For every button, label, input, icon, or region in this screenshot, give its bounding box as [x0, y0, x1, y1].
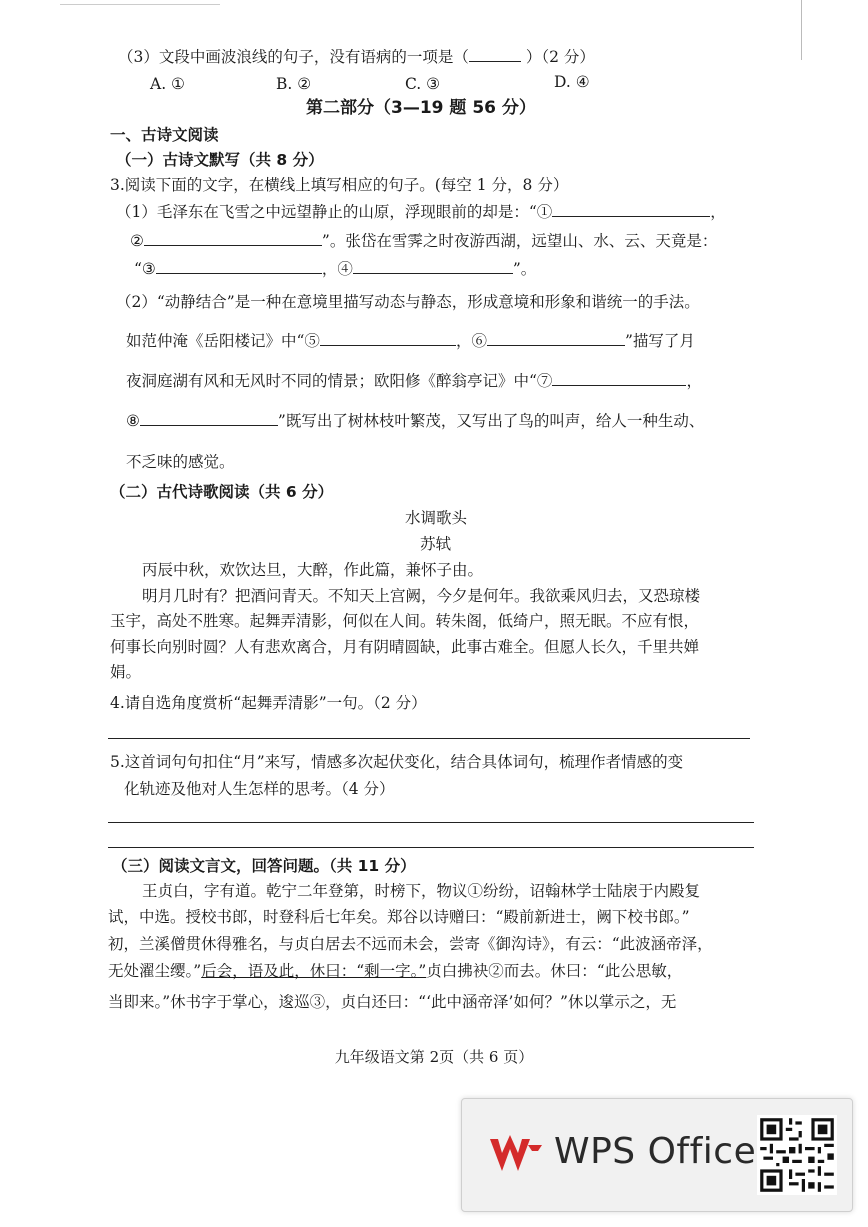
q5-line-2: 化轨迹及他对人生怎样的思考。（4 分）	[124, 780, 395, 798]
q3-sub-question: （3）文段中画波浪线的句子，没有语病的一项是（ ）（2 分）	[118, 48, 595, 66]
q3-1-line-1: （1）毛泽东在飞雪之中远望静止的山原，浮现眼前的却是：“① ，	[116, 203, 726, 221]
prose-line: 初，兰溪僧贯休得雅名，与贞白居去不远而未会，尝寄《御沟诗》，有云：“此波涵帝泽，	[108, 935, 713, 953]
section-1-sub-2: （二）古代诗歌阅读（共 6 分）	[110, 483, 334, 501]
poem-line: 娟。	[110, 663, 142, 681]
underlined-sentence: 后会，语及此，休曰：“剩一字。”	[201, 962, 427, 980]
q3-2-line-3: 夜洞庭湖有风和无风时不同的情景；欧阳修《醉翁亭记》中“⑦ ，	[126, 372, 702, 390]
scan-edge	[801, 0, 802, 60]
q3-option-a: A. ①	[150, 75, 185, 93]
poem-line: 明月几时有？把酒问青天。不知天上宫阙，今夕是何年。我欲乘风归去，又恐琼楼	[142, 587, 701, 605]
q3-option-b: B. ②	[276, 75, 312, 93]
wps-office-text: WPS Office	[554, 1131, 757, 1172]
answer-line-q4[interactable]	[108, 738, 750, 739]
q3-option-c: C. ③	[405, 75, 441, 93]
poem-author: 苏轼	[420, 535, 452, 553]
section-1-sub-1: （一）古诗文默写（共 8 分）	[116, 151, 324, 169]
prose-line: 当即来。”休书字于掌心，逡巡③，贞白还曰：“‘此中涵帝泽’如何？”休以掌示之，无	[108, 993, 677, 1011]
q3-stem: 3.阅读下面的文字，在横线上填写相应的句子。(每空 1 分，8 分）	[110, 176, 569, 194]
poem-line: 玉宇，高处不胜寒。起舞弄清影，何似在人间。转朱阁，低绮户，照无眠。不应有恨，	[110, 612, 700, 630]
section-1-sub-3: （三）阅读文言文，回答问题。（共 11 分）	[112, 857, 416, 875]
part2-title: 第二部分（3—19 题 56 分）	[306, 98, 536, 118]
q3-2-line-1: （2）“动静结合”是一种在意境里描写动态与静态，形成意境和形象和谐统一的手法。	[116, 293, 700, 311]
poem-preface: 丙辰中秋，欢饮达旦，大醉，作此篇，兼怀子由。	[142, 561, 484, 579]
q4: 4.请自选角度赏析“起舞弄清影”一句。（2 分）	[110, 694, 427, 712]
section-1-title: 一、古诗文阅读	[110, 126, 219, 144]
q5-line-1: 5.这首词句句扣住“月”来写，情感多次起伏变化，结合具体词句，梳理作者情感的变	[110, 753, 684, 771]
q3-1-line-2: ② ”。张岱在雪霁之时夜游西湖，远望山、水、云、天竟是：	[130, 232, 718, 250]
q3-2-line-5: 不乏味的感觉。	[126, 453, 235, 471]
answer-line-q5[interactable]	[108, 822, 754, 823]
poem-line: 何事长向别时圆？人有悲欢离合，月有阴晴圆缺，此事古难全。但愿人长久，千里共婵	[110, 638, 700, 656]
answer-line-q5[interactable]	[108, 847, 754, 848]
q3-option-d: D. ④	[554, 73, 590, 91]
q3-2-line-4: ⑧ ”既写出了树林枝叶繁茂，又写出了鸟的叫声，给人一种生动、	[126, 412, 705, 430]
page-footer: 九年级语文第 2页（共 6 页）	[334, 1048, 534, 1066]
wps-watermark	[461, 1098, 853, 1212]
prose-line: 无处濯尘缨。”后会，语及此，休曰：“剩一字。”贞白拂袂②而去。休曰：“此公思敏，	[108, 962, 683, 980]
q3-1-line-3: “③ ，④ ”。	[134, 260, 537, 278]
poem-title: 水调歌头	[405, 509, 468, 527]
prose-line: 试，中选。授校书郎，时登科后七年矣。郑谷以诗赠曰：“殿前新进士，阙下校书郎。”	[108, 908, 690, 926]
q3-2-line-2: 如范仲淹《岳阳楼记》中“⑤ ，⑥ ”描写了月	[126, 332, 695, 350]
prose-line: 王贞白，字有道。乾宁二年登第，时榜下，物议①纷纷，诏翰林学士陆扆于内殿复	[142, 882, 701, 900]
wps-logo-icon	[488, 1135, 544, 1175]
qr-code-icon	[757, 1115, 837, 1195]
scan-top-edge	[60, 4, 220, 5]
